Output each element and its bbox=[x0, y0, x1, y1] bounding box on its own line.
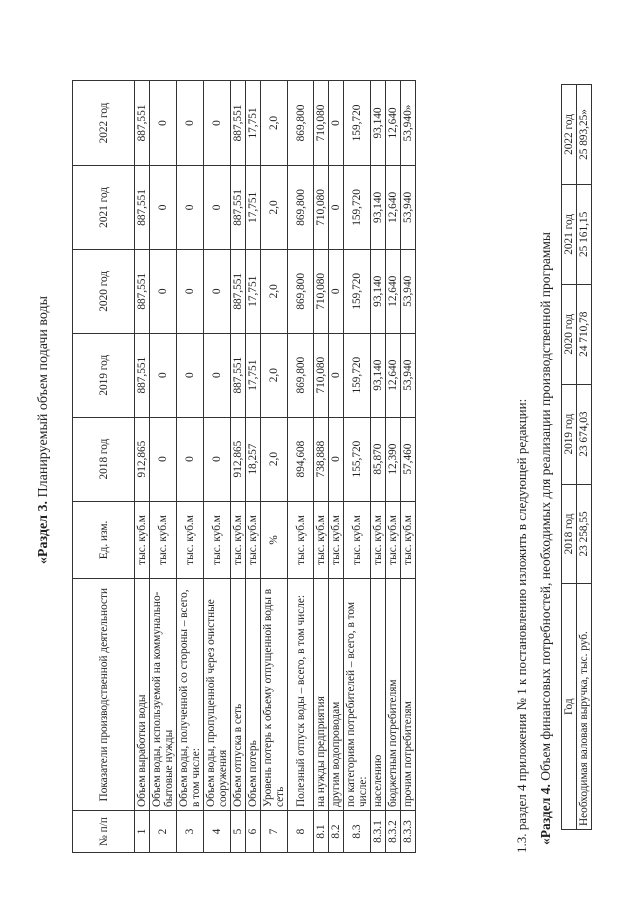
row-number-cell: 8.1 bbox=[314, 811, 329, 853]
value-cell: 17,751 bbox=[246, 333, 261, 417]
value-cell: 710,080 bbox=[314, 81, 329, 166]
value-cell: 710,080 bbox=[314, 249, 329, 333]
table-row bbox=[371, 81, 386, 853]
value-cell: 2,0 bbox=[261, 165, 288, 249]
row-number-cell: 4 bbox=[204, 811, 231, 853]
indicator-cell: Объем отпуска в сеть bbox=[231, 579, 246, 811]
value-cell: 887,551 bbox=[231, 333, 246, 417]
table-row bbox=[150, 81, 177, 853]
section3-title-bold: «Раздел 3. bbox=[36, 500, 51, 565]
table-row bbox=[231, 81, 246, 853]
indicator-cell: Уровень потерь к объему отпущенной воды в сеть bbox=[261, 579, 288, 811]
value-cell: 887,551 bbox=[135, 81, 150, 166]
table-row bbox=[177, 81, 204, 853]
value-cell: 12,640 bbox=[386, 249, 401, 333]
value-cell: 12,640 bbox=[386, 333, 401, 417]
value-cell: 710,080 bbox=[314, 333, 329, 417]
col-header: Показатели производственной деятельности bbox=[73, 579, 135, 811]
unit-cell: тыс. куб.м bbox=[329, 501, 344, 579]
row-number-cell: 8.3.2 bbox=[386, 811, 401, 853]
row-number-cell: 8.3.1 bbox=[371, 811, 386, 853]
value-cell: 53,940 bbox=[401, 333, 416, 417]
value-cell: 93,140 bbox=[371, 333, 386, 417]
col-header: Год bbox=[562, 584, 577, 830]
table-row bbox=[314, 81, 329, 853]
section3-title-rest: Планируемый объем подачи воды bbox=[36, 295, 51, 501]
unit-cell: тыс. куб.м bbox=[288, 501, 314, 579]
col-header: 2020 год bbox=[73, 249, 135, 333]
unit-cell: тыс. куб.м bbox=[135, 501, 150, 579]
section4-title-bold: «Раздел 4. bbox=[538, 784, 553, 845]
value-cell: 869,800 bbox=[288, 165, 314, 249]
indicator-cell: Полезный отпуск воды – всего, в том числе: bbox=[288, 579, 314, 811]
value-cell: 0 bbox=[204, 249, 231, 333]
unit-cell: тыс. куб.м bbox=[401, 501, 416, 579]
value-cell: 869,800 bbox=[288, 249, 314, 333]
table-cell: 23 258,55 bbox=[577, 484, 592, 584]
table-cell: 23 674,03 bbox=[577, 384, 592, 484]
unit-cell: тыс. куб.м bbox=[246, 501, 261, 579]
row-number-cell: 7 bbox=[261, 811, 288, 853]
value-cell: 57,460 bbox=[401, 417, 416, 501]
value-cell: 0 bbox=[204, 81, 231, 166]
value-cell: 0 bbox=[329, 81, 344, 166]
unit-cell: тыс. куб.м bbox=[386, 501, 401, 579]
value-cell: 887,551 bbox=[231, 81, 246, 166]
col-header: 2018 год bbox=[562, 484, 577, 584]
col-header: 2019 год bbox=[562, 384, 577, 484]
value-cell: 0 bbox=[204, 165, 231, 249]
value-cell: 93,140 bbox=[371, 165, 386, 249]
table-cell: 25 161,15 bbox=[577, 184, 592, 284]
table-cell: 24 710,78 bbox=[577, 284, 592, 384]
unit-cell: тыс. куб.м bbox=[371, 501, 386, 579]
value-cell: 0 bbox=[329, 333, 344, 417]
indicator-cell: населению bbox=[371, 579, 386, 811]
value-cell: 93,140 bbox=[371, 81, 386, 166]
section4-title-rest: Объем финансовых потребностей, необходимых для реализации производственной программы bbox=[538, 232, 553, 785]
value-cell: 912,865 bbox=[135, 417, 150, 501]
value-cell: 85,870 bbox=[371, 417, 386, 501]
unit-cell: % bbox=[261, 501, 288, 579]
row-number-cell: 8.2 bbox=[329, 811, 344, 853]
value-cell: 53,940 bbox=[401, 165, 416, 249]
col-header: № п/п bbox=[73, 811, 135, 853]
col-header: 2019 год bbox=[73, 333, 135, 417]
amendment-paragraph: 1.3. раздел 4 приложения № 1 к постановлению изложить в следующей редакции: bbox=[514, 398, 529, 853]
value-cell: 887,551 bbox=[231, 249, 246, 333]
value-cell: 0 bbox=[329, 249, 344, 333]
indicator-cell: другим водопроводам bbox=[329, 579, 344, 811]
value-cell: 12,640 bbox=[386, 165, 401, 249]
value-cell: 53,940 bbox=[401, 249, 416, 333]
value-cell: 53,940» bbox=[401, 81, 416, 166]
value-cell: 17,751 bbox=[246, 165, 261, 249]
value-cell: 17,751 bbox=[246, 249, 261, 333]
row-number-cell: 2 bbox=[150, 811, 177, 853]
value-cell: 0 bbox=[177, 81, 204, 166]
value-cell: 869,800 bbox=[288, 81, 314, 166]
value-cell: 2,0 bbox=[261, 81, 288, 166]
col-header: 2022 год bbox=[562, 85, 577, 185]
row-number-cell: 8 bbox=[288, 811, 314, 853]
water-supply-table bbox=[72, 80, 416, 853]
col-header: 2021 год bbox=[73, 165, 135, 249]
value-cell: 159,720 bbox=[344, 333, 371, 417]
col-header: 2020 год bbox=[562, 284, 577, 384]
value-cell: 0 bbox=[150, 417, 177, 501]
indicator-cell: Объем выработки воды bbox=[135, 579, 150, 811]
value-cell: 738,888 bbox=[314, 417, 329, 501]
unit-cell: тыс. куб.м bbox=[204, 501, 231, 579]
value-cell: 2,0 bbox=[261, 417, 288, 501]
section4-title bbox=[538, 232, 554, 845]
table-row bbox=[204, 81, 231, 853]
value-cell: 12,390 bbox=[386, 417, 401, 501]
value-cell: 0 bbox=[329, 165, 344, 249]
value-cell: 2,0 bbox=[261, 249, 288, 333]
row-number-cell: 5 bbox=[231, 811, 246, 853]
indicator-cell: на нужды предприятия bbox=[314, 579, 329, 811]
value-cell: 894,608 bbox=[288, 417, 314, 501]
value-cell: 12,640 bbox=[386, 81, 401, 166]
section3-title bbox=[36, 85, 52, 775]
row-number-cell: 1 bbox=[135, 811, 150, 853]
value-cell: 0 bbox=[177, 249, 204, 333]
col-header: 2018 год bbox=[73, 417, 135, 501]
row-number-cell: 8.3 bbox=[344, 811, 371, 853]
value-cell: 0 bbox=[150, 165, 177, 249]
table-header-row bbox=[562, 85, 577, 830]
value-cell: 0 bbox=[329, 417, 344, 501]
value-cell: 93,140 bbox=[371, 249, 386, 333]
value-cell: 887,551 bbox=[231, 165, 246, 249]
value-cell: 159,720 bbox=[344, 249, 371, 333]
value-cell: 155,720 bbox=[344, 417, 371, 501]
value-cell: 912,865 bbox=[231, 417, 246, 501]
indicator-cell: Объем воды, используемой на коммунально-бытовые нужды bbox=[150, 579, 177, 811]
value-cell: 710,080 bbox=[314, 165, 329, 249]
col-header: 2021 год bbox=[562, 184, 577, 284]
value-cell: 159,720 bbox=[344, 81, 371, 166]
table-cell: Необходимая валовая выручка, тыс. руб. bbox=[577, 584, 592, 830]
table-row bbox=[329, 81, 344, 853]
row-number-cell: 8.3.3 bbox=[401, 811, 416, 853]
indicator-cell: Объем воды, полученной со стороны – всего, в том числе: bbox=[177, 579, 204, 811]
unit-cell: тыс. куб.м bbox=[177, 501, 204, 579]
col-header: Ед. изм. bbox=[73, 501, 135, 579]
indicator-cell: бюджетным потребителям bbox=[386, 579, 401, 811]
table-row bbox=[401, 81, 416, 853]
financial-needs-table bbox=[561, 84, 592, 830]
value-cell: 0 bbox=[150, 249, 177, 333]
indicator-cell: Объем потерь bbox=[246, 579, 261, 811]
value-cell: 18,257 bbox=[246, 417, 261, 501]
col-header: 2022 год bbox=[73, 81, 135, 166]
indicator-cell: прочим потребителям bbox=[401, 579, 416, 811]
value-cell: 0 bbox=[150, 333, 177, 417]
value-cell: 869,800 bbox=[288, 333, 314, 417]
value-cell: 887,551 bbox=[135, 333, 150, 417]
row-number-cell: 6 bbox=[246, 811, 261, 853]
indicator-cell: по категориям потребителей – всего, в том числе: bbox=[344, 579, 371, 811]
table-row bbox=[386, 81, 401, 853]
unit-cell: тыс. куб.м bbox=[150, 501, 177, 579]
table-row bbox=[135, 81, 150, 853]
value-cell: 17,751 bbox=[246, 81, 261, 166]
table-row bbox=[577, 85, 592, 830]
value-cell: 887,551 bbox=[135, 165, 150, 249]
value-cell: 0 bbox=[204, 333, 231, 417]
value-cell: 0 bbox=[177, 165, 204, 249]
row-number-cell: 3 bbox=[177, 811, 204, 853]
value-cell: 887,551 bbox=[135, 249, 150, 333]
unit-cell: тыс. куб.м bbox=[231, 501, 246, 579]
table-row bbox=[344, 81, 371, 853]
table-row bbox=[261, 81, 288, 853]
table-row bbox=[288, 81, 314, 853]
value-cell: 159,720 bbox=[344, 165, 371, 249]
value-cell: 0 bbox=[177, 333, 204, 417]
value-cell: 0 bbox=[177, 417, 204, 501]
value-cell: 0 bbox=[150, 81, 177, 166]
table-cell: 25 893,25» bbox=[577, 85, 592, 185]
indicator-cell: Объем воды, пропущенной через очистные сооружения bbox=[204, 579, 231, 811]
table-header-row bbox=[73, 81, 135, 853]
unit-cell: тыс. куб.м bbox=[344, 501, 371, 579]
table-row bbox=[246, 81, 261, 853]
value-cell: 2,0 bbox=[261, 333, 288, 417]
unit-cell: тыс. куб.м bbox=[314, 501, 329, 579]
value-cell: 0 bbox=[204, 417, 231, 501]
